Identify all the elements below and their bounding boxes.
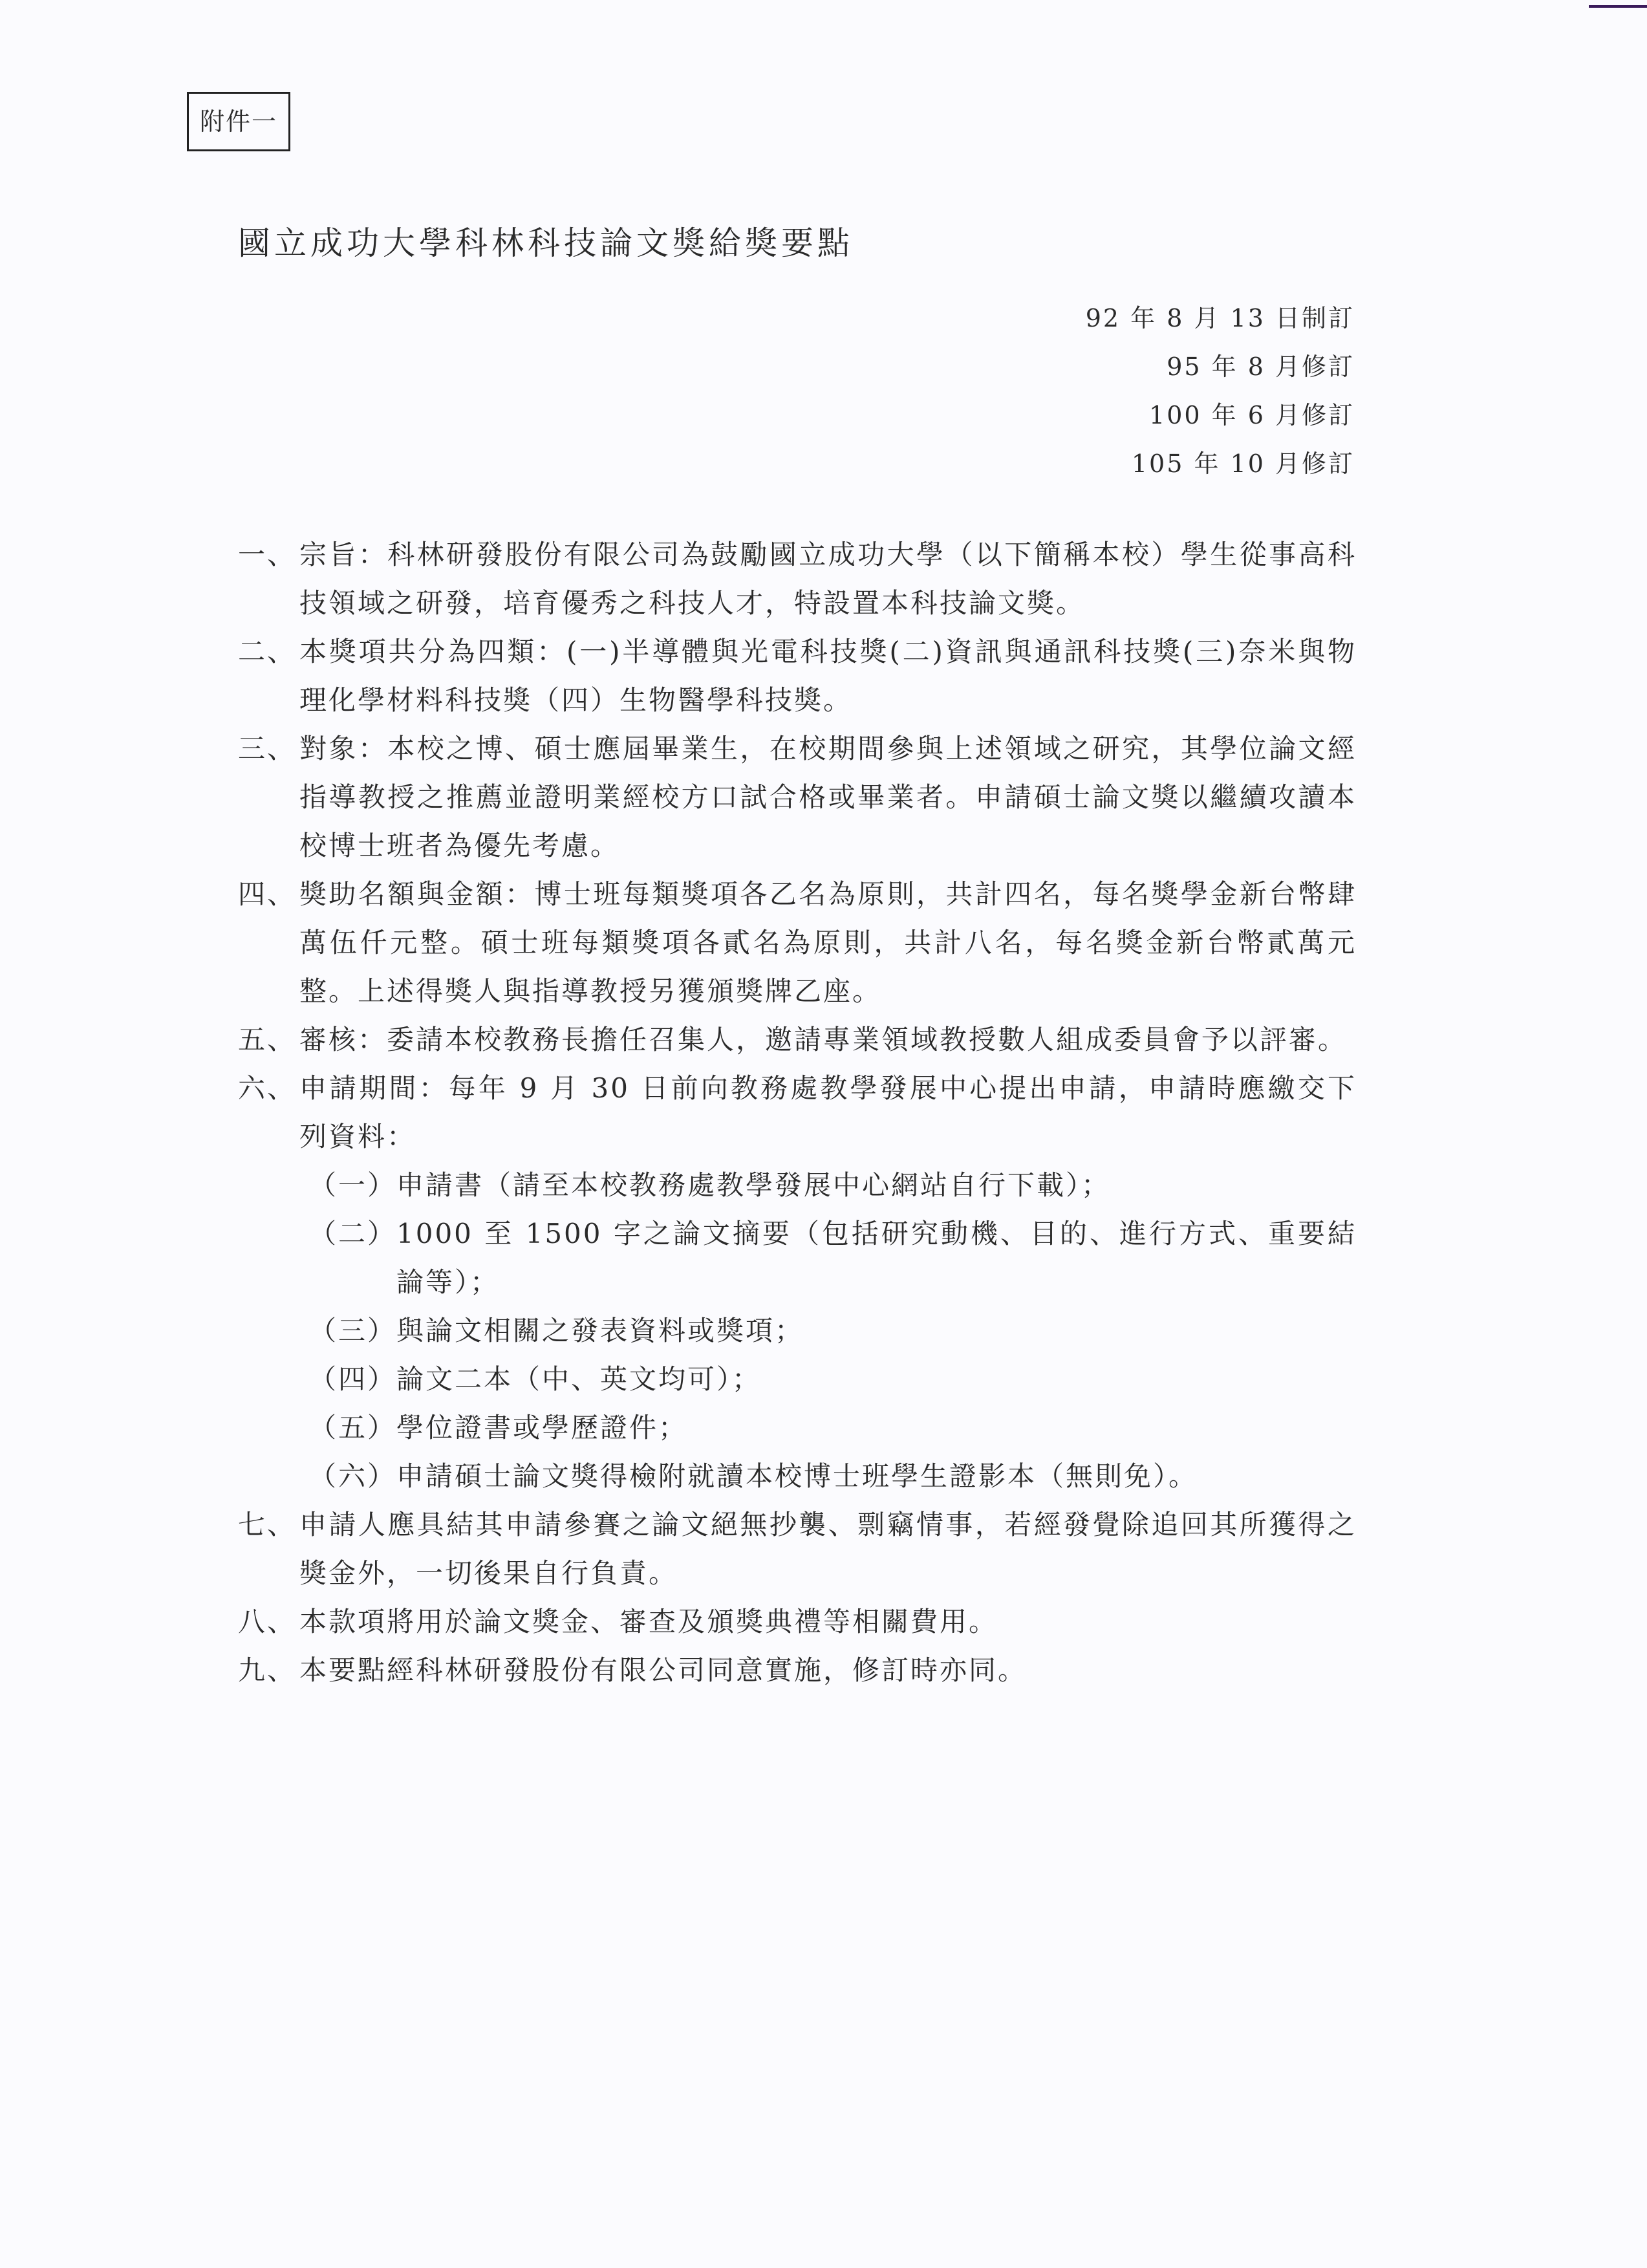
document-title: 國立成功大學科林科技論文獎給獎要點	[238, 224, 854, 262]
item-text: 學位證書或學歷證件；	[396, 1412, 688, 1443]
revision-line: 100 年 6 月修訂	[1149, 401, 1355, 429]
application-item-5	[238, 1403, 1357, 1452]
article-text: 獎助名額與金額：博士班每類獎項各乙名為原則，共計四名，每名獎學金新台幣肆萬伍仟元整。碩士班每類獎項各貳名為原則，共計八名，每名獎金新台幣貳萬元整。上述得獎人與指導教授另獲頒獎牌乙座。	[299, 878, 1357, 1007]
revision-line: 92 年 8 月 13 日制訂	[1085, 304, 1355, 332]
revision-history	[1086, 294, 1355, 488]
article-9	[238, 1646, 1357, 1694]
item-number: （三）	[309, 1315, 397, 1346]
article-number: 六、	[238, 1072, 297, 1104]
application-item-1	[238, 1161, 1357, 1209]
item-text: 1000 至 1500 字之論文摘要（包括研究動機、目的、進行方式、重要結論等）；	[396, 1218, 1357, 1298]
revision-line: 95 年 8 月修訂	[1167, 352, 1355, 381]
article-text: 對象：本校之博、碩士應屆畢業生，在校期間參與上述領域之研究，其學位論文經指導教授之推薦並證明業經校方口試合格或畢業者。申請碩士論文獎以繼續攻讀本校博士班者為優先考慮。	[299, 733, 1357, 861]
item-number: （一）	[309, 1169, 397, 1201]
article-number: 二、	[238, 636, 297, 667]
article-number: 四、	[238, 878, 297, 910]
article-2	[238, 627, 1357, 724]
application-item-3	[238, 1306, 1357, 1355]
article-text: 本獎項共分為四類：(一)半導體與光電科技獎(二)資訊與通訊科技獎(三)奈米與物理化學材料科技獎（四）生物醫學科技獎。	[299, 636, 1357, 716]
application-item-2	[238, 1209, 1357, 1306]
article-1	[238, 530, 1357, 627]
article-text: 本要點經科林研發股份有限公司同意實施，修訂時亦同。	[299, 1654, 1028, 1686]
item-text: 申請碩士論文獎得檢附就讀本校博士班學生證影本（無則免）。	[396, 1460, 1198, 1492]
article-text: 宗旨：科林研發股份有限公司為鼓勵國立成功大學（以下簡稱本校）學生從事高科技領域之研發，培育優秀之科技人才，特設置本科技論文獎。	[299, 539, 1357, 619]
item-number: （二）	[309, 1218, 397, 1249]
item-number: （五）	[309, 1412, 397, 1443]
attachment-label: 附件一	[187, 92, 290, 151]
item-number: （四）	[309, 1363, 397, 1395]
article-number: 七、	[238, 1509, 297, 1540]
article-list	[238, 530, 1357, 1694]
scan-edge-mark	[1589, 5, 1647, 8]
revision-line: 105 年 10 月修訂	[1131, 449, 1355, 478]
application-item-4	[238, 1355, 1357, 1403]
article-number: 一、	[238, 539, 297, 570]
article-number: 五、	[238, 1024, 297, 1055]
article-4	[238, 870, 1357, 1015]
application-item-6	[238, 1452, 1357, 1500]
article-6	[238, 1064, 1357, 1500]
article-text: 審核：委請本校教務長擔任召集人，邀請專業領域教授數人組成委員會予以評審。	[299, 1024, 1348, 1055]
item-text: 與論文相關之發表資料或獎項；	[396, 1315, 804, 1346]
article-8	[238, 1597, 1357, 1646]
article-text: 申請人應具結其申請參賽之論文絕無抄襲、剽竊情事，若經發覺除追回其所獲得之獎金外，一切後果自行負責。	[299, 1509, 1357, 1589]
item-text: 申請書（請至本校教務處教學發展中心網站自行下載）；	[396, 1169, 1111, 1201]
article-number: 三、	[238, 733, 297, 764]
article-7	[238, 1500, 1357, 1597]
article-5	[238, 1015, 1357, 1064]
article-number: 八、	[238, 1606, 297, 1637]
article-text: 申請期間：每年 9 月 30 日前向教務處教學發展中心提出申請，申請時應繳交下列資料：	[299, 1072, 1357, 1152]
item-text: 論文二本（中、英文均可）；	[396, 1363, 762, 1395]
article-text: 本款項將用於論文獎金、審查及頒獎典禮等相關費用。	[299, 1606, 998, 1637]
article-number: 九、	[238, 1654, 297, 1686]
article-3	[238, 724, 1357, 870]
item-number: （六）	[309, 1460, 397, 1492]
